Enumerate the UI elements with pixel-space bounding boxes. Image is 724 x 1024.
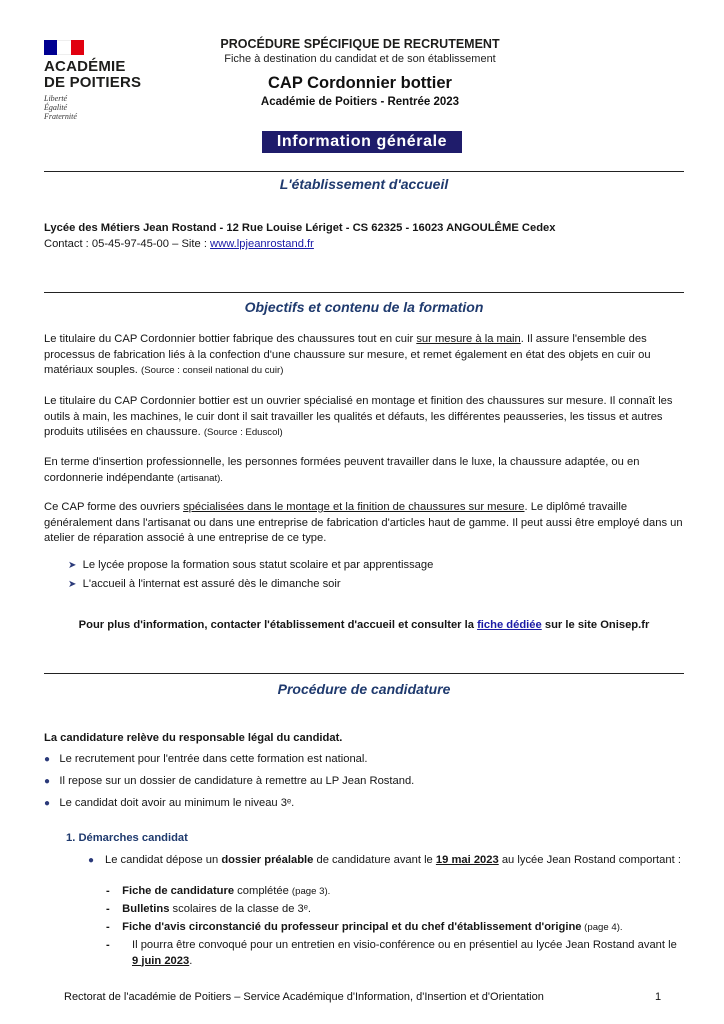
section-title-objectifs: Objectifs et contenu de la formation bbox=[244, 299, 484, 315]
onisep-fiche-link[interactable]: fiche dédiée bbox=[477, 619, 542, 631]
more-info: Pour plus d'information, contacter l'établissement d'accueil et consulter la fiche dédiée sur le site Onisep.fr bbox=[78, 619, 650, 631]
arrow-bullet-icon: ➤ bbox=[68, 579, 77, 590]
bullet-icon: ● bbox=[44, 798, 51, 809]
section-title-procedure: Procédure de candidature bbox=[277, 681, 451, 697]
bullet-icon: ● bbox=[44, 754, 51, 765]
list-item: ● Il repose sur un dossier de candidature à remettre au LP Jean Rostand. bbox=[44, 775, 415, 787]
bullet-icon: ● bbox=[44, 776, 51, 787]
list-item: - Fiche d'avis circonstancié du professeur principal et du chef d'établissement d'origine (page 4). bbox=[106, 921, 623, 933]
paragraph-objectifs-2: Le titulaire du CAP Cordonnier bottier est un ouvrier spécialisé en montage et finition des chaussures sur mesure. Il connaît les outils à main, les machines, le cuir dont il sait travailler les qualités et défauts, les différentes peausseries, les tissus et autres produits utilisées en chaussure. (Source : Eduscol) bbox=[44, 395, 673, 438]
section-title-etablissement: L'établissement d'accueil bbox=[279, 176, 449, 192]
logo-motto: Liberté Égalité Fraternité bbox=[44, 94, 77, 121]
logo-name: ACADÉMIE DE POITIERS bbox=[44, 58, 142, 91]
header-procedure: PROCÉDURE SPÉCIFIQUE DE RECRUTEMENT bbox=[220, 37, 500, 51]
school-site-link[interactable]: www.lpjeanrostand.fr bbox=[210, 238, 314, 250]
list-item: ● Le recrutement pour l'entrée dans cette formation est national. bbox=[44, 753, 368, 765]
list-item: - Fiche de candidature complétée (page 3). bbox=[106, 885, 331, 897]
info-banner: Information générale bbox=[262, 131, 462, 153]
school-address: Lycée des Métiers Jean Rostand - 12 Rue Louise Lériget - CS 62325 - 16023 ANGOULÊME Cedex bbox=[44, 222, 556, 234]
list-item: - Il pourra être convoqué pour un entretien en visio-conférence ou en présentiel au lycée Jean Rostand avant le 9 juin 2023. bbox=[106, 939, 677, 967]
footer-text: Rectorat de l'académie de Poitiers – Service Académique d'Information, d'Insertion et d'Orientation bbox=[64, 991, 544, 1003]
list-item: - Bulletins scolaires de la classe de 3ᵉ. bbox=[106, 903, 312, 915]
academie-logo bbox=[44, 40, 144, 121]
step-description: ● Le candidat dépose un dossier préalable de candidature avant le 19 mai 2023 au lycée Jean Rostand comportant : bbox=[88, 853, 683, 869]
procedure-lead: La candidature relève du responsable légal du candidat. bbox=[44, 732, 343, 744]
paragraph-objectifs-4: Ce CAP forme des ouvriers spécialisées dans le montage et la finition de chaussures sur mesure. Le diplômé travaille généralement dans l'artisanat ou dans une entreprise de fabrication d'articles haut de gamme. Il peut aussi être employé dans un atelier de réparation associé à une entreprise de ce type. bbox=[44, 501, 683, 544]
step-title: 1. Démarches candidat bbox=[66, 832, 188, 844]
divider bbox=[44, 673, 684, 674]
paragraph-objectifs-3: En terme d'insertion professionnelle, les personnes formées peuvent travailler dans le luxe, la chaussure adaptée, ou en cordonnerie indépendante (artisanat). bbox=[44, 456, 640, 484]
divider bbox=[44, 171, 684, 172]
list-item: ➤ L'accueil à l'internat est assuré dès le dimanche soir bbox=[68, 578, 341, 590]
page-subtitle: Académie de Poitiers - Rentrée 2023 bbox=[260, 96, 460, 108]
list-item: ➤ Le lycée propose la formation sous statut scolaire et par apprentissage bbox=[68, 559, 434, 571]
school-contact: Contact : 05-45-97-45-00 – Site : www.lpjeanrostand.fr bbox=[44, 238, 314, 250]
divider bbox=[44, 292, 684, 293]
paragraph-objectifs-1: Le titulaire du CAP Cordonnier bottier fabrique des chaussures tout en cuir sur mesure à la main. Il assure l'ensemble des processus de fabrication liés à la confection d'une chaussure sur mesure, et remet également en état des objets en cuir ou matériaux souples. (Source : conseil national du cuir) bbox=[44, 333, 651, 376]
page-title: CAP Cordonnier bottier bbox=[268, 74, 452, 92]
arrow-bullet-icon: ➤ bbox=[68, 560, 77, 571]
list-item: ● Le candidat doit avoir au minimum le niveau 3ᵉ. bbox=[44, 797, 295, 809]
page-number: 1 bbox=[655, 991, 662, 1003]
bullet-icon: ● bbox=[88, 855, 95, 866]
header-audience: Fiche à destination du candidat et de son établissement bbox=[224, 53, 496, 65]
flag-icon bbox=[44, 40, 84, 55]
